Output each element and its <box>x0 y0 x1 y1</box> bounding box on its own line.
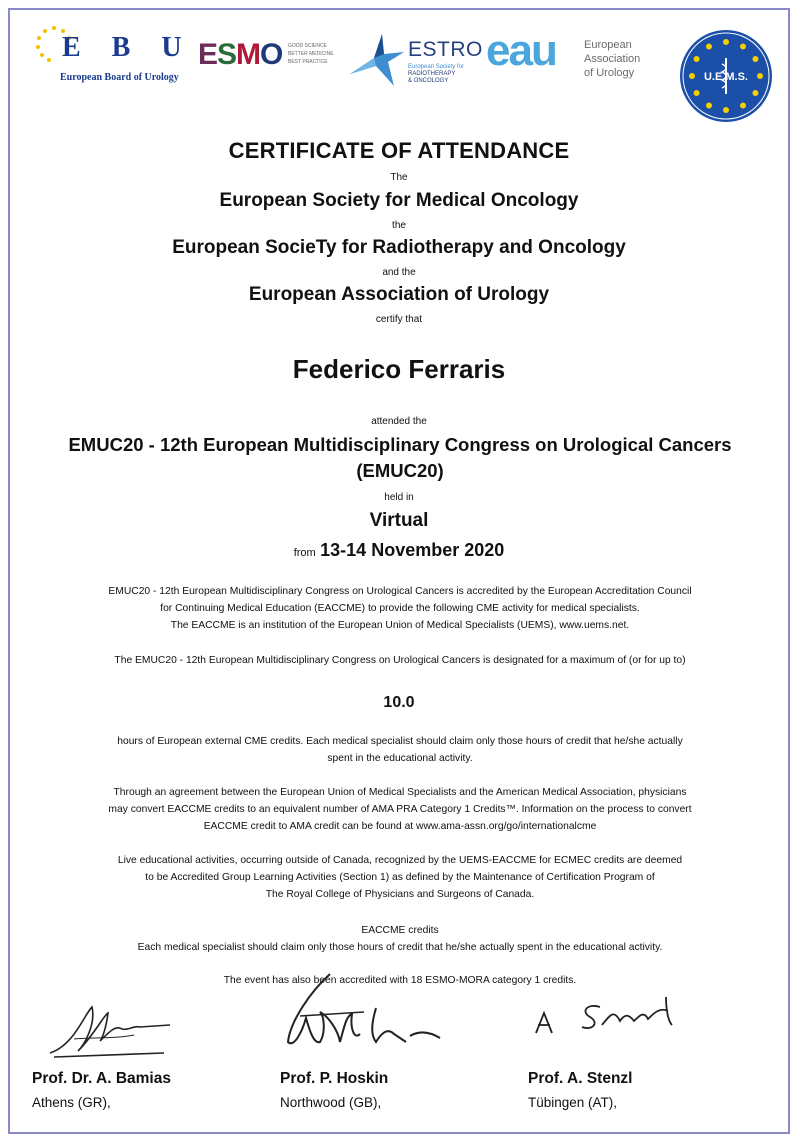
eaccme-paragraph <box>70 922 730 956</box>
ebu-letters: E B U <box>62 32 194 63</box>
venue: Virtual <box>369 510 429 531</box>
eau-logo <box>486 26 656 86</box>
signatory-name-stenzl: Prof. A. Stenzl <box>528 1070 633 1087</box>
eaccme-text: Each medical specialist should claim only those hours of credit that he/she actually spent in the educational activity. <box>137 942 663 953</box>
uems-star-icon <box>752 56 758 62</box>
held-in: held in <box>384 492 414 503</box>
uems-star-icon <box>694 56 700 62</box>
eau-subtitle: European Association of Urology <box>584 39 641 79</box>
signature-bamias <box>44 995 184 1065</box>
uems-star-icon <box>752 90 758 96</box>
estro-logo <box>346 32 486 92</box>
certificate-page <box>8 8 790 1134</box>
connector-and-the: and the <box>382 267 416 278</box>
uems-star-icon <box>723 39 729 45</box>
uems-star-icon <box>757 73 763 79</box>
uems-star-icon <box>689 73 695 79</box>
organization-esmo: European Society for Medical Oncology <box>219 190 579 211</box>
connector-the-2: the <box>392 220 406 231</box>
ebu-logo <box>32 24 202 94</box>
uems-seal-icon <box>678 28 774 124</box>
certify-that: certify that <box>375 314 423 325</box>
attendee-name: Federico Ferraris <box>292 354 506 384</box>
uems-logo <box>678 28 774 124</box>
ebu-subtitle: European Board of Urology <box>60 72 179 83</box>
hours-paragraph: hours of European external CME credits. Each medical specialist should claim only those hours of credit that he/she actually spent in the educational activity. <box>117 736 683 764</box>
credits-value: 10.0 <box>383 694 415 711</box>
designation-paragraph: The EMUC20 - 12th European Multidisciplinary Congress on Urological Cancers is designated for a maximum of (or for up to) <box>114 655 686 666</box>
connector-the-1: The <box>390 172 408 183</box>
signatory-city-hoskin: Northwood (GB), <box>280 1095 382 1110</box>
uems-star-icon <box>723 107 729 113</box>
esmo-tagline: GOOD SCIENCE BETTER MEDICINE BEST PRACTICE <box>288 43 334 65</box>
eau-wordmark: eau <box>486 26 556 75</box>
uems-star-icon <box>706 44 712 50</box>
signatory-name-hoskin: Prof. P. Hoskin <box>280 1070 389 1087</box>
ama-paragraph: Through an agreement between the European Union of Medical Specialists and the American Medical Association, physicians may convert EACCME credits to an equivalent number of AMA PRA Category 1 Credits™. Information on the process to convert EACCME credit to AMA credit can be found at www.ama-assn.org/go/internationalcme <box>108 787 692 832</box>
estro-star-icon <box>346 32 406 88</box>
signatory-city-stenzl: Tübingen (AT), <box>528 1095 618 1110</box>
from-label: from <box>293 547 316 559</box>
organization-estro: European SocieTy for Radiotherapy and Oncology <box>172 237 626 258</box>
attended-the: attended the <box>371 416 427 427</box>
uems-star-icon <box>740 44 746 50</box>
uems-text: U.E.M.S. <box>703 71 749 83</box>
organization-eau: European Association of Urology <box>248 284 550 305</box>
signature-hoskin <box>280 972 450 1054</box>
esmo-mora-paragraph: The event has also been accredited with 18 ESMO-MORA category 1 credits. <box>223 975 577 986</box>
logo-bar <box>10 10 788 130</box>
certificate-title: CERTIFICATE OF ATTENDANCE <box>228 138 570 163</box>
eaccme-heading: EACCME credits <box>361 925 439 936</box>
esmo-wordmark: ESMO <box>198 38 283 71</box>
event-dates-line <box>10 540 788 561</box>
signature-stenzl <box>530 995 700 1045</box>
congress-title: EMUC20 - 12th European Multidisciplinary Congress on Urological Cancers (EMUC20) <box>68 434 732 481</box>
signatory-name-bamias: Prof. Dr. A. Bamias <box>32 1070 171 1087</box>
estro-wordmark: ESTRO <box>408 38 483 61</box>
uems-star-icon <box>706 102 712 108</box>
canada-paragraph: Live educational activities, occurring outside of Canada, recognized by the UEMS-EACCME for ECMEC credits are deemed to be Accredited Group Learning Activities (Section 1) as defined by the Maintenance of Certification Program of The Royal College of Physicians and Surgeons of Canada. <box>117 855 683 900</box>
uems-star-icon <box>694 90 700 96</box>
estro-subtitle: European Society for RADIOTHERAPY & ONCOLOGY <box>408 64 465 84</box>
uems-star-icon <box>740 102 746 108</box>
accreditation-paragraph: EMUC20 - 12th European Multidisciplinary Congress on Urological Cancers is accredited by the European Accreditation Council for Continuing Medical Education (EACCME) to provide the following CME activity for medical specialists. The EACCME is an institution of the European Union of Medical Specialists (UEMS), www.uems.net. <box>108 586 692 631</box>
esmo-logo <box>194 38 334 78</box>
signatory-city-bamias: Athens (GR), <box>32 1095 111 1110</box>
event-dates: 13-14 November 2020 <box>320 540 505 560</box>
